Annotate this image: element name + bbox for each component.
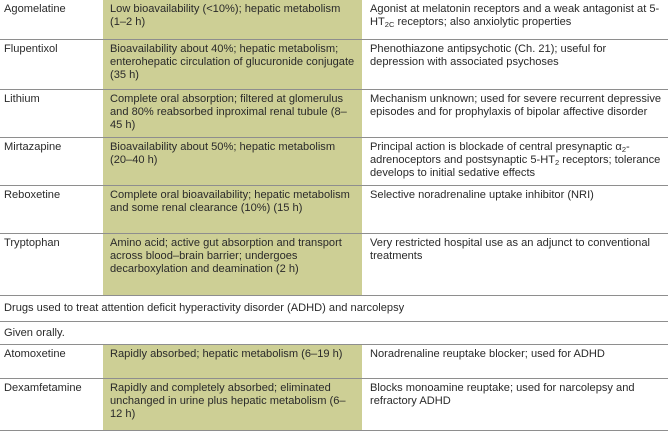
- pharmacokinetics-cell: Rapidly absorbed; hepatic metabolism (6–19 h): [103, 344, 362, 378]
- table-row: [0, 344, 668, 378]
- notes-cell: Very restricted hospital use as an adjunct to conventional treatments: [362, 233, 668, 295]
- pharmacokinetics-cell: Low bioavailability (<10%); hepatic metabolism (1–2 h): [103, 0, 362, 39]
- pharmacokinetics-cell: Bioavailability about 40%; hepatic metabolism; enterohepatic circulation of glucuronide conjugate (35 h): [103, 39, 362, 89]
- notes-cell: Selective noradrenaline uptake inhibitor (NRI): [362, 185, 668, 233]
- table-row: [0, 185, 668, 233]
- section-heading-row: [0, 295, 668, 321]
- drug-name: Reboxetine: [0, 185, 103, 233]
- drug-name: Mirtazapine: [0, 137, 103, 185]
- notes-cell: Mechanism unknown; used for severe recurrent depressive episodes and for prophylaxis of bipolar affective disorder: [362, 89, 668, 137]
- drug-name: Lithium: [0, 89, 103, 137]
- table-row: [0, 39, 668, 89]
- table-row: [0, 0, 668, 39]
- notes-cell: Phenothiazone antipsychotic (Ch. 21); useful for depression with associated psychoses: [362, 39, 668, 89]
- pharmacokinetics-cell: Rapidly and completely absorbed; eliminated unchanged in urine plus hepatic metabolism (6–12 h): [103, 378, 362, 430]
- notes-cell: Blocks monoamine reuptake; used for narcolepsy and refractory ADHD: [362, 378, 668, 430]
- pharmacokinetics-cell: Complete oral bioavailability; hepatic metabolism and some renal clearance (10%) (15 h): [103, 185, 362, 233]
- table-row: [0, 89, 668, 137]
- pharmacokinetics-cell: Bioavailability about 50%; hepatic metabolism (20–40 h): [103, 137, 362, 185]
- notes-cell: Principal action is blockade of central presynaptic $\alpha_2$-adrenoceptors and postsynaptic $5-HT_2$ receptors; tolerance develops to initial sedative effects: [362, 137, 668, 185]
- section-note-row: [0, 321, 668, 344]
- drug-name: Dexamfetamine: [0, 378, 103, 430]
- table-row: [0, 137, 668, 185]
- section-heading: Drugs used to treat attention deficit hyperactivity disorder (ADHD) and narcolepsy: [0, 295, 668, 321]
- pharmacokinetics-cell: Complete oral absorption; filtered at glomerulus and 80% reabsorbed inproximal renal tubule (8–45 h): [103, 89, 362, 137]
- pharmacokinetics-cell: Amino acid; active gut absorption and transport across blood–brain barrier; undergoes decarboxylation and deamination (2 h): [103, 233, 362, 295]
- table-row: [0, 233, 668, 295]
- table-row: [0, 378, 668, 430]
- notes-cell: Noradrenaline reuptake blocker; used for ADHD: [362, 344, 668, 378]
- drug-name: Flupentixol: [0, 39, 103, 89]
- drug-name: Tryptophan: [0, 233, 103, 295]
- drug-name: Agomelatine: [0, 0, 103, 39]
- drug-name: Atomoxetine: [0, 344, 103, 378]
- section-note: Given orally.: [0, 321, 668, 344]
- notes-cell: Agonist at melatonin receptors and a weak antagonist at $5-HT_{2C}$ receptors; also anxiolytic properties: [362, 0, 668, 39]
